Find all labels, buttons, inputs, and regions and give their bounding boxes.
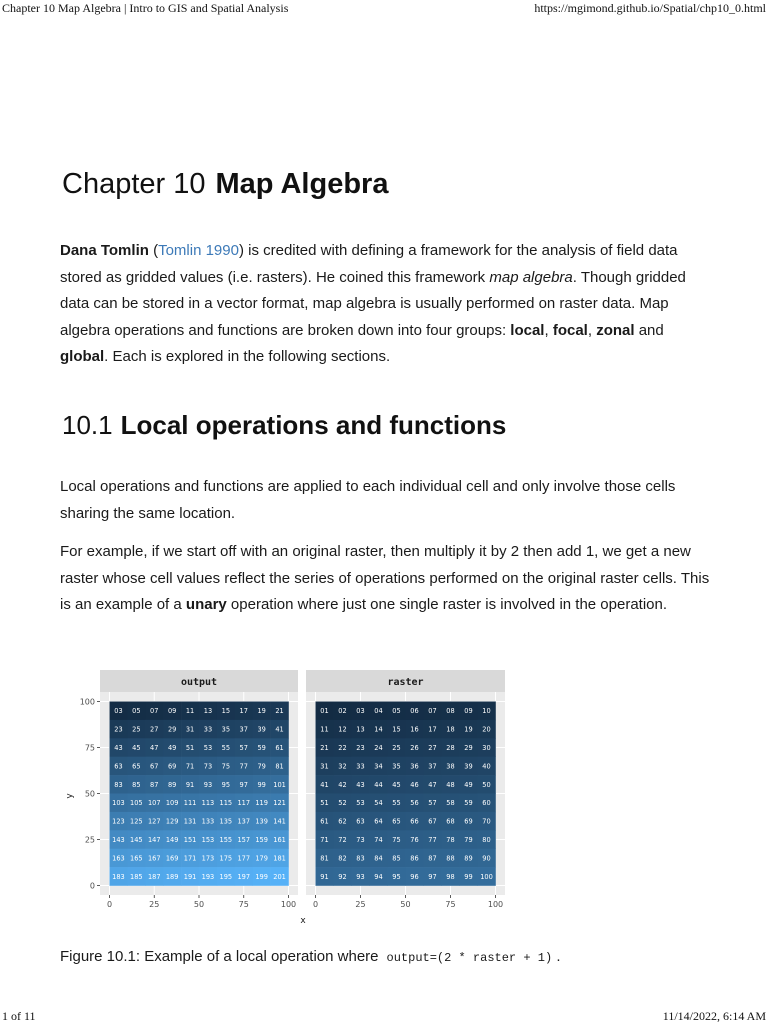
cell-value: 143 xyxy=(112,836,125,844)
text-fragment: , xyxy=(587,321,597,339)
y-tick-label: 50 xyxy=(84,789,95,799)
section-heading xyxy=(62,410,506,441)
caption-end: . xyxy=(556,948,561,965)
cell-value: 23 xyxy=(114,725,123,734)
cell-value: 52 xyxy=(338,799,347,808)
cell-value: 147 xyxy=(147,836,161,844)
cell-value: 08 xyxy=(446,707,455,716)
cell-value: 29 xyxy=(167,725,177,734)
y-tick-label: 100 xyxy=(79,697,95,707)
text-fragment: operation where just one single raster is involved in the operation. xyxy=(226,596,668,613)
cell-value: 67 xyxy=(428,817,437,826)
cell-value: 185 xyxy=(130,872,143,881)
cell-value: 51 xyxy=(185,744,195,752)
cell-value: 98 xyxy=(446,872,455,881)
cell-value: 07 xyxy=(428,707,437,716)
cell-value: 163 xyxy=(112,854,125,863)
cell-value: 69 xyxy=(167,762,177,771)
cell-value: 59 xyxy=(257,744,266,752)
cell-value: 09 xyxy=(464,707,473,716)
cell-value: 60 xyxy=(482,799,491,808)
cell-value: 119 xyxy=(255,799,268,808)
x-tick-label: 0 xyxy=(106,900,113,909)
cell-value: 68 xyxy=(446,817,455,826)
intro-paragraph xyxy=(60,238,712,371)
cell-value: 47 xyxy=(428,780,437,789)
cell-value: 83 xyxy=(356,854,365,863)
facet-label: output xyxy=(180,677,218,688)
cell-value: 93 xyxy=(356,872,365,881)
x-tick-label: 50 xyxy=(400,900,411,909)
cell-value: 79 xyxy=(257,762,266,771)
cell-value: 26 xyxy=(410,744,419,752)
cell-value: 75 xyxy=(221,762,231,771)
cell-value: 101 xyxy=(273,780,286,789)
cell-value: 72 xyxy=(338,836,347,844)
cell-value: 181 xyxy=(273,854,286,863)
cell-value: 92 xyxy=(338,872,347,881)
cell-value: 77 xyxy=(239,762,248,771)
cell-value: 81 xyxy=(275,762,284,771)
section-title: Local operations and functions xyxy=(120,410,507,440)
cell-value: 97 xyxy=(428,872,437,881)
cell-value: 81 xyxy=(320,854,329,863)
print-datetime: 11/14/2022, 6:14 AM xyxy=(662,1009,766,1023)
cell-value: 89 xyxy=(167,780,177,789)
cell-value: 117 xyxy=(237,799,251,808)
cell-value: 199 xyxy=(255,872,268,881)
cell-value: 84 xyxy=(374,854,383,863)
cell-value: 16 xyxy=(410,725,419,734)
cell-value: 187 xyxy=(147,872,161,881)
cell-value: 99 xyxy=(257,780,266,789)
cell-value: 31 xyxy=(185,725,195,734)
figure-caption xyxy=(60,948,561,965)
cell-value: 21 xyxy=(275,707,284,716)
citation-link[interactable]: Tomlin 1990 xyxy=(158,242,239,259)
cell-value: 22 xyxy=(338,744,347,752)
cell-value: 27 xyxy=(150,725,159,734)
cell-value: 40 xyxy=(482,762,491,771)
cell-value: 93 xyxy=(203,780,213,789)
cell-value: 53 xyxy=(356,799,365,808)
text-fragment: For example, if we start off with an original raster, then multiply it by 2 then add 1, we get a new raster whose cell values reflect the series of operations performed on the original raster cells. This is an example of a xyxy=(60,543,710,613)
cell-value: 05 xyxy=(392,707,401,716)
cell-value: 39 xyxy=(257,725,266,734)
group-zonal: zonal xyxy=(596,321,635,339)
text-fragment: and xyxy=(634,321,664,339)
cell-value: 94 xyxy=(374,872,383,881)
cell-value: 131 xyxy=(183,817,197,826)
cell-value: 80 xyxy=(482,836,491,844)
caption-code: output=(2 * raster + 1) xyxy=(386,951,553,965)
cell-value: 21 xyxy=(320,744,329,752)
cell-value: 45 xyxy=(392,780,401,789)
cell-value: 37 xyxy=(428,762,437,771)
x-tick-label: 25 xyxy=(355,900,366,909)
cell-value: 61 xyxy=(275,744,284,752)
cell-value: 111 xyxy=(183,799,197,808)
x-tick-label: 75 xyxy=(445,900,456,909)
cell-value: 87 xyxy=(150,780,159,789)
cell-value: 02 xyxy=(338,707,347,716)
cell-value: 01 xyxy=(320,707,329,716)
cell-value: 115 xyxy=(219,799,233,808)
cell-value: 189 xyxy=(165,872,179,881)
x-tick-label: 75 xyxy=(238,900,249,909)
cell-value: 83 xyxy=(114,780,123,789)
text-fragment: ) is credited with defining a framework for the analysis of field data stored as gridded values (i.e. rasters). He coined this framework xyxy=(60,242,678,286)
cell-value: 100 xyxy=(480,872,493,881)
cell-value: 78 xyxy=(446,836,455,844)
x-tick-label: 25 xyxy=(149,900,160,909)
cell-value: 05 xyxy=(132,707,141,716)
cell-value: 121 xyxy=(273,799,286,808)
y-tick-label: 0 xyxy=(89,881,95,891)
cell-value: 65 xyxy=(392,817,401,826)
cell-value: 197 xyxy=(237,872,251,881)
x-tick-label: 100 xyxy=(487,900,504,909)
cell-value: 171 xyxy=(183,854,197,863)
faceted-raster-chart xyxy=(60,660,520,930)
chapter-number: Chapter 10 xyxy=(62,168,206,200)
cell-value: 75 xyxy=(392,836,401,844)
y-axis-label: y xyxy=(65,793,75,799)
cell-value: 65 xyxy=(132,762,141,771)
cell-value: 175 xyxy=(219,854,233,863)
cell-value: 161 xyxy=(273,836,286,844)
cell-value: 30 xyxy=(482,744,491,752)
cell-value: 125 xyxy=(130,817,143,826)
cell-value: 49 xyxy=(464,780,473,789)
group-global: global xyxy=(60,348,105,365)
cell-value: 63 xyxy=(356,817,365,826)
cell-value: 47 xyxy=(150,744,159,752)
chapter-title: Map Algebra xyxy=(215,168,389,200)
cell-value: 27 xyxy=(428,744,437,752)
x-axis-label: x xyxy=(300,916,306,926)
text-fragment: , xyxy=(544,321,553,339)
cell-value: 77 xyxy=(428,836,437,844)
cell-value: 82 xyxy=(338,854,347,863)
x-tick-label: 100 xyxy=(280,900,297,909)
cell-value: 159 xyxy=(255,836,268,844)
cell-value: 201 xyxy=(273,872,286,881)
cell-value: 96 xyxy=(410,872,419,881)
cell-value: 183 xyxy=(112,872,125,881)
cell-value: 34 xyxy=(374,762,383,771)
cell-value: 32 xyxy=(338,762,347,771)
cell-value: 23 xyxy=(356,744,365,752)
cell-value: 64 xyxy=(374,817,383,826)
cell-value: 141 xyxy=(273,817,286,826)
cell-value: 91 xyxy=(185,780,195,789)
cell-value: 51 xyxy=(320,799,329,808)
cell-value: 36 xyxy=(410,762,419,771)
cell-value: 157 xyxy=(237,836,251,844)
x-tick-label: 0 xyxy=(312,900,319,909)
cell-value: 12 xyxy=(338,725,347,734)
cell-value: 73 xyxy=(356,836,365,844)
cell-value: 133 xyxy=(201,817,215,826)
cell-value: 153 xyxy=(201,836,215,844)
cell-value: 06 xyxy=(410,707,419,716)
cell-value: 103 xyxy=(112,799,125,808)
cell-value: 50 xyxy=(482,780,491,789)
cell-value: 10 xyxy=(482,707,491,716)
cell-value: 41 xyxy=(320,780,329,789)
cell-value: 95 xyxy=(392,872,401,881)
cell-value: 61 xyxy=(320,817,329,826)
cell-value: 42 xyxy=(338,780,347,789)
cell-value: 79 xyxy=(464,836,473,844)
cell-value: 38 xyxy=(446,762,455,771)
local-ops-paragraph: Local operations and functions are applied to each individual cell and only involve those cells sharing the same location. xyxy=(60,478,676,522)
cell-value: 191 xyxy=(183,872,197,881)
cell-value: 193 xyxy=(201,872,215,881)
cell-value: 95 xyxy=(221,780,231,789)
cell-value: 85 xyxy=(392,854,401,863)
cell-value: 53 xyxy=(203,744,213,752)
cell-value: 07 xyxy=(150,707,159,716)
cell-value: 25 xyxy=(392,744,401,752)
cell-value: 54 xyxy=(374,799,383,808)
cell-value: 14 xyxy=(374,725,383,734)
cell-value: 15 xyxy=(221,707,231,716)
cell-value: 177 xyxy=(237,854,251,863)
cell-value: 139 xyxy=(255,817,268,826)
print-header xyxy=(0,1,768,17)
x-tick-label: 50 xyxy=(193,900,205,909)
cell-value: 71 xyxy=(320,836,329,844)
cell-value: 129 xyxy=(165,817,179,826)
cell-value: 69 xyxy=(464,817,473,826)
cell-value: 35 xyxy=(392,762,401,771)
cell-value: 57 xyxy=(428,799,437,808)
cell-value: 59 xyxy=(464,799,473,808)
print-footer xyxy=(0,1009,768,1025)
chapter-heading xyxy=(62,168,388,201)
cell-value: 03 xyxy=(356,707,365,716)
cell-value: 04 xyxy=(374,707,383,716)
cell-value: 86 xyxy=(410,854,419,863)
cell-value: 29 xyxy=(464,744,473,752)
cell-value: 37 xyxy=(239,725,248,734)
cell-value: 15 xyxy=(392,725,401,734)
cell-value: 17 xyxy=(239,707,248,716)
cell-value: 123 xyxy=(112,817,125,826)
cell-value: 145 xyxy=(130,836,143,844)
y-tick-label: 25 xyxy=(84,835,95,845)
cell-value: 151 xyxy=(183,836,197,844)
cell-value: 31 xyxy=(320,762,329,771)
cell-value: 55 xyxy=(221,744,231,752)
cell-value: 45 xyxy=(132,744,141,752)
cell-value: 24 xyxy=(374,744,383,752)
cell-value: 85 xyxy=(132,780,141,789)
text-fragment: . Each is explored in the following sections. xyxy=(104,348,391,365)
cell-value: 57 xyxy=(239,744,248,752)
cell-value: 137 xyxy=(237,817,251,826)
print-page-url: https://mgimond.github.io/Spatial/chp10_0.html xyxy=(534,1,766,15)
cell-value: 179 xyxy=(255,854,268,863)
cell-value: 165 xyxy=(130,854,143,863)
cell-value: 155 xyxy=(219,836,233,844)
text-fragment: . Though gridded data can be stored in a vector format, map algebra is usually performed on raster data. Map algebra operations and functions are broken down into four groups: xyxy=(60,268,686,339)
cell-value: 33 xyxy=(356,762,365,771)
cell-value: 43 xyxy=(356,780,365,789)
cell-value: 43 xyxy=(114,744,123,752)
cell-value: 55 xyxy=(392,799,401,808)
print-page-title: Chapter 10 Map Algebra | Intro to GIS and Spatial Analysis xyxy=(2,1,289,15)
cell-value: 149 xyxy=(165,836,179,844)
cell-value: 46 xyxy=(410,780,419,789)
cell-value: 11 xyxy=(185,707,195,716)
cell-value: 35 xyxy=(221,725,231,734)
cell-value: 169 xyxy=(165,854,179,863)
cell-value: 90 xyxy=(482,854,491,863)
print-page-number: 1 of 11 xyxy=(2,1009,36,1023)
cell-value: 195 xyxy=(219,872,233,881)
section-number: 10.1 xyxy=(62,410,113,440)
y-tick-label: 75 xyxy=(84,743,95,753)
cell-value: 109 xyxy=(165,799,179,808)
cell-value: 99 xyxy=(464,872,473,881)
cell-value: 107 xyxy=(147,799,161,808)
cell-value: 17 xyxy=(428,725,437,734)
cell-value: 87 xyxy=(428,854,437,863)
cell-value: 70 xyxy=(482,817,491,826)
cell-value: 105 xyxy=(130,799,143,808)
cell-value: 127 xyxy=(147,817,161,826)
cell-value: 19 xyxy=(257,707,266,716)
cell-value: 62 xyxy=(338,817,347,826)
cell-value: 11 xyxy=(320,725,329,734)
cell-value: 09 xyxy=(167,707,177,716)
cell-value: 39 xyxy=(464,762,473,771)
cell-value: 89 xyxy=(464,854,473,863)
cell-value: 113 xyxy=(201,799,215,808)
cell-value: 48 xyxy=(446,780,455,789)
example-paragraph xyxy=(60,539,712,619)
cell-value: 13 xyxy=(356,725,365,734)
cell-value: 33 xyxy=(203,725,213,734)
author-name: Dana Tomlin xyxy=(60,242,149,259)
cell-value: 13 xyxy=(203,707,213,716)
group-focal: focal xyxy=(552,321,588,339)
figure-10-1 xyxy=(60,660,520,930)
cell-value: 135 xyxy=(219,817,233,826)
cell-value: 28 xyxy=(446,744,455,752)
term-unary: unary xyxy=(185,596,227,613)
cell-value: 66 xyxy=(410,817,419,826)
group-local: local xyxy=(510,321,545,339)
cell-value: 67 xyxy=(150,762,159,771)
cell-value: 73 xyxy=(203,762,213,771)
cell-value: 18 xyxy=(446,725,455,734)
text-fragment: ( xyxy=(148,242,159,259)
cell-value: 41 xyxy=(275,725,284,734)
cell-value: 56 xyxy=(410,799,419,808)
cell-value: 19 xyxy=(464,725,473,734)
cell-value: 167 xyxy=(147,854,161,863)
cell-value: 173 xyxy=(201,854,215,863)
cell-value: 74 xyxy=(374,836,383,844)
facet-label: raster xyxy=(387,677,424,688)
cell-value: 76 xyxy=(410,836,419,844)
cell-value: 63 xyxy=(114,762,123,771)
caption-text: Figure 10.1: Example of a local operation where xyxy=(60,948,379,965)
cell-value: 44 xyxy=(374,780,383,789)
cell-value: 20 xyxy=(482,725,491,734)
cell-value: 91 xyxy=(320,872,329,881)
cell-value: 88 xyxy=(446,854,455,863)
cell-value: 25 xyxy=(132,725,141,734)
term-map-algebra: map algebra xyxy=(489,268,573,286)
cell-value: 71 xyxy=(185,762,195,771)
cell-value: 58 xyxy=(446,799,455,808)
cell-value: 97 xyxy=(239,780,248,789)
cell-value: 03 xyxy=(114,707,123,716)
cell-value: 49 xyxy=(167,744,177,752)
